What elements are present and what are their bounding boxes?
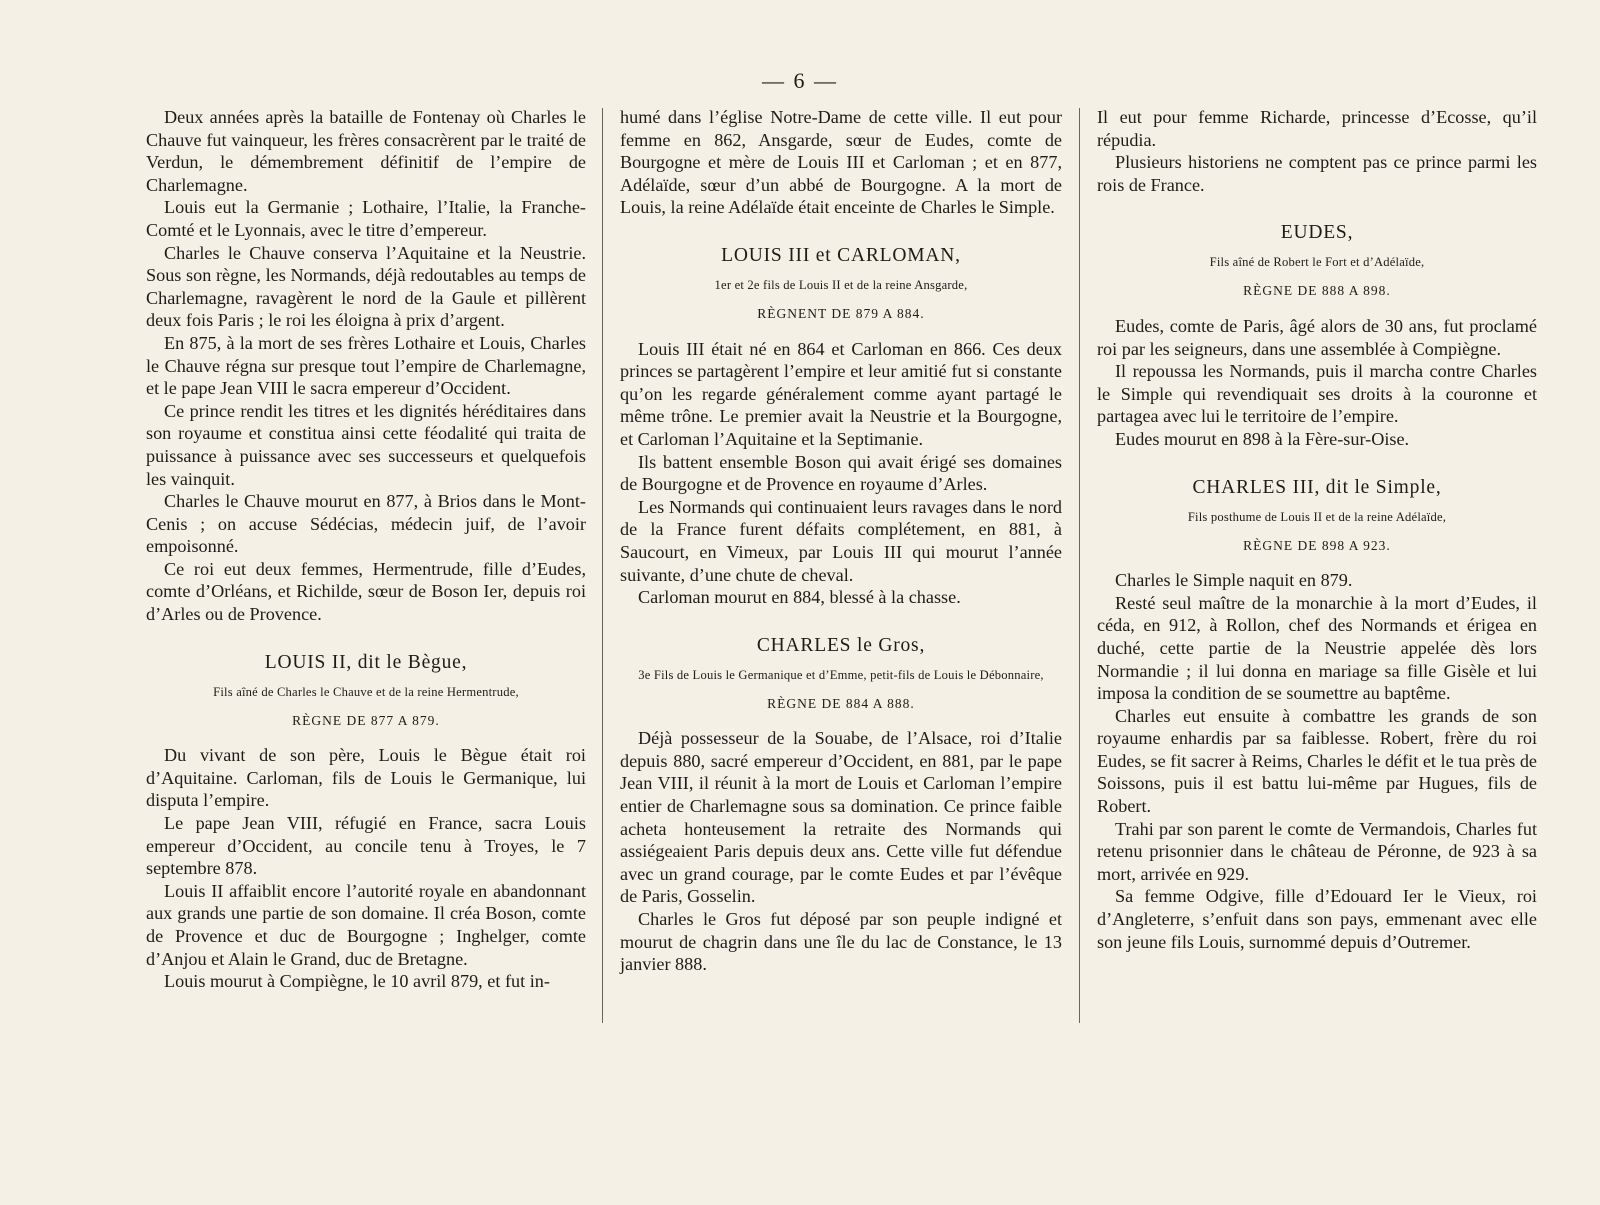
paragraph: En 875, à la mort de ses frères Lothaire et Louis, Charles le Chauve régna sur presque tout l’empire de Charlemagne, et le pape Jean VIII le sacra empereur d’Occident. <box>146 332 586 399</box>
paragraph: Déjà possesseur de la Souabe, de l’Alsace, roi d’Italie depuis 880, sacré empereur d’Occident, en 881, par le pape Jean VIII, il réunit à la mort de Louis et Carloman l’empire entier de Charlemagne sous sa domination. Ce prince faible acheta honteusement la retraite des Normands qui assiégeaient Paris depuis deux ans. Cette ville fut défendue avec un grand courage, par le comte Eudes et par l’évêque de Paris, Gosselin. <box>620 728 1062 907</box>
paragraph: Le pape Jean VIII, réfugié en France, sacra Louis empereur d’Occident, au concile tenu à Troyes, le 7 septembre 878. <box>146 813 586 879</box>
section-heading-charles-le-gros <box>620 633 1062 716</box>
paragraph: Ce prince rendit les titres et les dignités héréditaires dans son royaume et constitua ainsi cette féodalité qui traita de puissance à puissance avec ses successeurs et quelquefois les vainquit. <box>146 400 586 489</box>
paragraph: Charles le Gros fut déposé par son peuple indigné et mourut de chagrin dans une île du lac de Constance, le 13 janvier 888. <box>620 909 1062 975</box>
paragraph: Charles le Simple naquit en 879. <box>1115 570 1353 591</box>
paragraph: Il repoussa les Normands, puis il marcha contre Charles le Simple qui revendiquait ses droits à la couronne et partagea avec lui le territoire de l’empire. <box>1097 361 1537 427</box>
paragraph: Resté seul maître de la monarchie à la mort d’Eudes, il céda, en 912, à Rollon, chef des Normands et érigea en duché, cette partie de la Neustrie appelée dès lors Normandie ; il lui donna en mariage sa fille Gisèle et lui imposa la condition de se soumettre au baptême. <box>1097 592 1537 704</box>
ruler-lineage: 1er et 2e fils de Louis II et de la reine Ansgarde, <box>714 277 968 292</box>
section-heading-eudes <box>1097 220 1537 303</box>
paragraph: Ils battent ensemble Boson qui avait érigé ses domaines de Bourgogne et de Provence en royaume d’Arles. <box>620 451 1062 495</box>
paragraph: Louis mourut à Compiègne, le 10 avril 879, et fut in- <box>164 971 550 992</box>
text-column-2 <box>620 106 1062 976</box>
paragraph: Du vivant de son père, Louis le Bègue était roi d’Aquitaine. Carloman, fils de Louis le Germanique, lui disputa l’empire. <box>146 745 586 811</box>
ruler-title: LOUIS II, dit le Bègue, <box>264 651 468 673</box>
paragraph: Charles eut ensuite à combattre les grands de son royaume enhardis par sa faiblesse. Robert, frère du roi Eudes, se fit sacrer à Reims, Charles le défit et le tua près de Soissons, puis il est battu lui-même par Hugues, fils de Robert. <box>1097 705 1537 817</box>
paragraph: Les Normands qui continuaient leurs ravages dans le nord de la France furent défaits complétement, en 881, à Saucourt, en Vimeux, par Louis III qui mourut l’année suivante, d’une chute de cheval. <box>620 496 1062 585</box>
paragraph: Plusieurs historiens ne comptent pas ce prince parmi les rois de France. <box>1097 152 1537 195</box>
ruler-title: CHARLES le Gros, <box>756 634 926 656</box>
reign-dates: RÈGNENT DE 879 A 884. <box>757 305 925 321</box>
section-heading-louis-iii-carloman <box>620 243 1062 326</box>
paragraph: Louis III était né en 864 et Carloman en 866. Ces deux princes se partagèrent l’empire et leur amitié fut si constante qu’on les regarde généralement comme ayant partagé le même trône. Le premier avait la Neustrie et la Bourgogne, et Carloman l’Aquitaine et la Septimanie. <box>620 338 1062 449</box>
ruler-lineage: Fils posthume de Louis II et de la reine Adélaïde, <box>1187 509 1447 524</box>
column-rule <box>602 108 603 1023</box>
paragraph: Louis eut la Germanie ; Lothaire, l’Italie, la Franche-Comté et le Lyonnais, avec le titre d’empereur. <box>146 197 586 240</box>
ruler-lineage: Fils aîné de Charles le Chauve et de la reine Hermentrude, <box>213 684 519 699</box>
reign-dates: RÈGNE DE 888 A 898. <box>1243 283 1391 299</box>
paragraph-continuation: Il eut pour femme Richarde, princesse d’Ecosse, qu’il répudia. <box>1097 107 1537 150</box>
page-number: — 6 — <box>762 68 838 93</box>
ruler-title: LOUIS III et CARLOMAN, <box>721 244 961 266</box>
ruler-lineage: 3e Fils de Louis le Germanique et d’Emme, petit-fils de Louis le Débonnaire, <box>638 667 1044 682</box>
paragraph: Charles le Chauve mourut en 877, à Brios dans le Mont-Cenis ; on accuse Sédécias, médecin juif, de l’avoir empoisonné. <box>146 491 586 557</box>
paragraph: Trahi par son parent le comte de Vermandois, Charles fut retenu prisonnier dans le château de Péronne, de 923 à sa mort, arrivée en 929. <box>1097 818 1537 884</box>
paragraph-continuation: humé dans l’église Notre-Dame de cette ville. Il eut pour femme en 862, Ansgarde, sœur de Eudes, comte de Bourgogne et mère de Louis III et Carloman ; et en 877, Adélaïde, sœur d’un abbé de Bourgogne. A la mort de Louis, la reine Adélaïde était enceinte de Charles le Simple. <box>620 107 1062 218</box>
section-heading-charles-iii <box>1097 475 1537 558</box>
ruler-lineage: Fils aîné de Robert le Fort et d’Adélaïde, <box>1209 255 1425 270</box>
text-column-1 <box>146 106 586 993</box>
paragraph: Charles le Chauve conserva l’Aquitaine et la Neustrie. Sous son règne, les Normands, déjà redoutables au temps de Charlemagne, ravagèrent le nord de la Gaule et pillèrent deux fois Paris ; le roi les éloigna à prix d’argent. <box>146 242 586 331</box>
paragraph: Ce roi eut deux femmes, Hermentrude, fille d’Eudes, comte d’Orléans, et Richilde, sœur de Boson Ier, depuis roi d’Arles ou de Provence. <box>146 558 586 625</box>
paragraph: Eudes mourut en 898 à la Fère-sur-Oise. <box>1115 428 1410 449</box>
paragraph: Deux années après la bataille de Fontenay où Charles le Chauve fut vainqueur, les frères consacrèrent par le traité de Verdun, le démembrement définitif de l’empire de Charlemagne. <box>146 107 586 195</box>
paragraph: Carloman mourut en 884, blessé à la chasse. <box>638 587 961 608</box>
text-column-3 <box>1097 106 1537 953</box>
reign-dates: RÈGNE DE 898 A 923. <box>1243 537 1391 553</box>
paragraph: Sa femme Odgive, fille d’Edouard Ier le Vieux, roi d’Angleterre, s’enfuit dans son pays, emmenant avec elle son jeune fils Louis, surnommé depuis d’Outremer. <box>1097 886 1537 952</box>
ruler-title: CHARLES III, dit le Simple, <box>1192 476 1442 498</box>
paragraph: Eudes, comte de Paris, âgé alors de 30 ans, fut proclamé roi par les seigneurs, dans une assemblée à Compiègne. <box>1097 315 1537 359</box>
paragraph: Louis II affaiblit encore l’autorité royale en abandonnant aux grands une partie de son domaine. Il créa Boson, comte de Provence et duc de Bourgogne ; Inghelger, comte d’Anjou et Alain le Grand, duc de Bretagne. <box>146 880 586 969</box>
reign-dates: RÈGNE DE 877 A 879. <box>292 712 440 728</box>
ruler-title: EUDES, <box>1280 222 1354 244</box>
section-heading-louis-ii <box>146 650 586 733</box>
reign-dates: RÈGNE DE 884 A 888. <box>767 695 915 711</box>
column-rule <box>1079 108 1080 1023</box>
